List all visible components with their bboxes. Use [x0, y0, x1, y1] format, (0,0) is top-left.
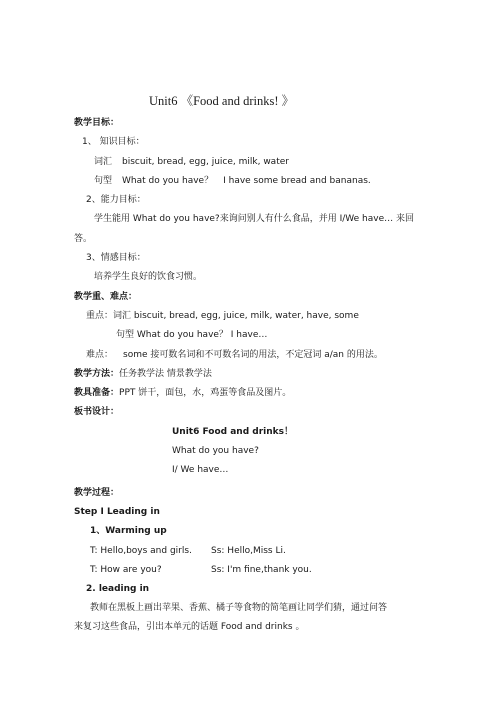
board-design-heading: 板书设计： — [74, 407, 120, 417]
pattern-label: 句型 — [94, 176, 113, 186]
leading-in-heading: 2. leading in — [86, 584, 150, 594]
board-design-line-3: I/ We have… — [172, 465, 229, 475]
knowledge-objective-label: 1、 知识目标： — [82, 137, 145, 147]
dialog-teacher-2: T: How are you? — [90, 565, 162, 575]
document-title: Unit6 《Food and drinks! 》 — [149, 94, 295, 108]
dialog-students-1: Ss: Hello,Miss Li. — [211, 546, 286, 556]
vocabulary-words: biscuit, bread, egg, juice, milk, water — [122, 157, 289, 167]
key-points-heading: 教学重、难点： — [74, 292, 138, 302]
pattern-answer: I have some bread and bananas. — [223, 176, 371, 186]
materials-label: 教具准备： — [74, 388, 120, 398]
teaching-method-label: 教学方法： — [74, 369, 120, 379]
ability-objective-text-2: 答。 — [74, 234, 93, 244]
key-point-vocab: 词汇 biscuit, bread, egg, juice, milk, water, have, some — [113, 311, 359, 321]
leading-in-paragraph-1: 教师在黑板上画出苹果、香蕉、橘子等食物的简笔画让同学们猜，通过问答 — [90, 603, 388, 613]
materials-line — [74, 388, 291, 399]
difficult-point-label: 难点： — [86, 350, 114, 360]
emotion-objective-text: 培养学生良好的饮食习惯。 — [94, 272, 203, 282]
key-point-line — [86, 311, 359, 322]
sentence-pattern-line — [94, 176, 371, 187]
step-one-heading: Step I Leading in — [74, 507, 160, 517]
key-point-label: 重点： — [86, 311, 114, 321]
board-design-line-1: Unit6 Food and drinks！ — [172, 427, 293, 437]
difficult-point-text: some 接可数名词和不可数名词的用法，不定冠词 a/an 的用法。 — [123, 350, 383, 360]
ability-objective-label: 2、能力目标： — [86, 195, 146, 205]
process-heading: 教学过程： — [74, 488, 120, 498]
emotion-objective-label: 3、情感目标： — [86, 253, 146, 263]
vocabulary-label: 词汇 — [94, 157, 113, 167]
key-point-pattern: 句型 What do you have？ I have… — [116, 330, 268, 340]
materials-text: PPT 饼干，面包，水，鸡蛋等食品及图片。 — [119, 388, 292, 398]
teaching-method-line — [74, 369, 212, 380]
leading-in-paragraph-2: 来复习这些食品，引出本单元的话题 Food and drinks 。 — [74, 622, 305, 632]
pattern-question: What do you have？ — [122, 176, 214, 186]
objectives-heading: 教学目标： — [74, 118, 120, 128]
teaching-method-text: 任务教学法 情景教学法 — [119, 369, 212, 379]
dialog-teacher-1: T: Hello,boys and girls. — [90, 546, 192, 556]
vocabulary-line — [94, 157, 289, 168]
ability-objective-text-1: 学生能用 What do you have?来询问别人有什么食品，并用 I/We have… 来回 — [94, 214, 414, 224]
dialog-students-2: Ss: I'm fine,thank you. — [211, 565, 312, 575]
warming-up-heading: 1、Warming up — [90, 526, 167, 536]
difficult-point-line — [86, 350, 383, 361]
board-design-line-2: What do you have? — [172, 446, 259, 456]
